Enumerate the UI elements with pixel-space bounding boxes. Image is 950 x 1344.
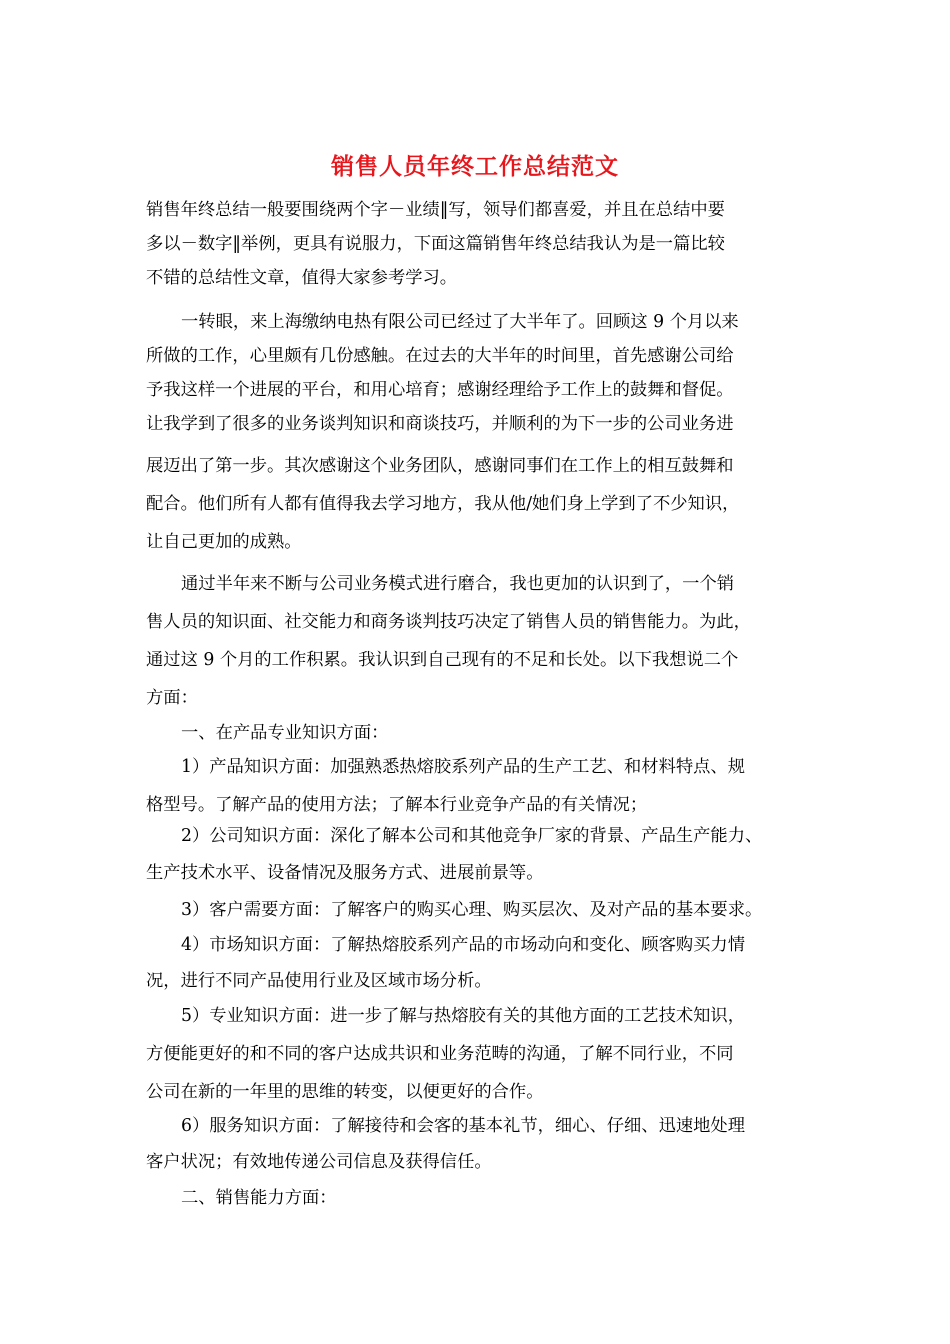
text-line: 况，进行不同产品使用行业及区域市场分析。 [146,971,492,991]
text-line: 2）公司知识方面：深化了解本公司和其他竞争厂家的背景、产品生产能力、 [181,826,763,846]
text-line: 方面： [146,688,198,708]
text-line: 让自己更加的成熟。 [146,532,302,552]
section-heading: 二、销售能力方面： [181,1188,337,1208]
text-line: 售人员的知识面、社交能力和商务谈判技巧决定了销售人员的销售能力。为此， [146,612,751,632]
text-line: 让我学到了很多的业务谈判知识和商谈技巧，并顺利的为下一步的公司业务进 [146,414,734,434]
text-line: 公司在新的一年里的思维的转变，以便更好的合作。 [146,1082,544,1102]
section-heading: 一、在产品专业知识方面： [181,723,389,743]
text-line: 4）市场知识方面：了解热熔胶系列产品的市场动向和变化、顾客购买力情 [181,935,745,955]
text-line: 予我这样一个进展的平台，和用心培育；感谢经理给予工作上的鼓舞和督促。 [146,380,734,400]
text-line: 5）专业知识方面：进一步了解与热熔胶有关的其他方面的工艺技术知识， [181,1006,745,1026]
text-line: 通过半年来不断与公司业务模式进行磨合，我也更加的认识到了，一个销 [181,574,735,594]
text-line: 方便能更好的和不同的客户达成共识和业务范畴的沟通，了解不同行业，不同 [146,1044,734,1064]
text-line: 格型号。了解产品的使用方法；了解本行业竞争产品的有关情况； [146,795,648,815]
text-line: 销售年终总结一般要围绕两个字－业绩‖写，领导们都喜爱，并且在总结中要 [146,200,725,220]
text-line: 通过这 9 个月的工作积累。我认识到自己现有的不足和长处。以下我想说二个 [146,650,739,670]
text-line: 一转眼，来上海缴纳电热有限公司已经过了大半年了。回顾这 9 个月以来 [181,312,739,332]
document-title: 销售人员年终工作总结范文 [331,153,619,180]
text-line: 生产技术水平、设备情况及服务方式、进展前景等。 [146,863,544,883]
text-line: 3）客户需要方面：了解客户的购买心理、购买层次、及对产品的基本要求。 [181,900,763,920]
text-line: 客户状况；有效地传递公司信息及获得信任。 [146,1152,492,1172]
text-line: 不错的总结性文章，值得大家参考学习。 [146,268,458,288]
text-line: 6）服务知识方面：了解接待和会客的基本礼节，细心、仔细、迅速地处理 [181,1116,745,1136]
text-line: 多以－数字‖举例，更具有说服力，下面这篇销售年终总结我认为是一篇比较 [146,234,725,254]
text-line: 展迈出了第一步。其次感谢这个业务团队，感谢同事们在工作上的相互鼓舞和 [146,456,734,476]
text-line: 所做的工作，心里颇有几份感触。在过去的大半年的时间里，首先感谢公司给 [146,346,734,366]
text-line: 配合。他们所有人都有值得我去学习地方，我从他/她们身上学到了不少知识， [146,494,740,514]
text-line: 1）产品知识方面：加强熟悉热熔胶系列产品的生产工艺、和材料特点、规 [181,757,745,777]
